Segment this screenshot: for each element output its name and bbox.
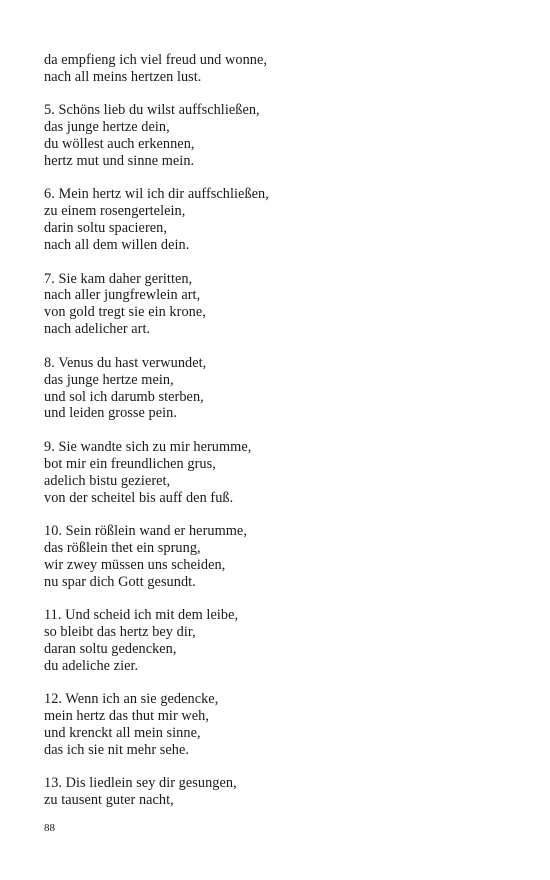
verse-line: 6. Mein hertz wil ich dir auffschließen, xyxy=(44,186,269,203)
verse-line: du wöllest auch erkennen, xyxy=(44,136,195,153)
verse-line: das ich sie nit mehr sehe. xyxy=(44,741,190,758)
verse-line: 10. Sein rößlein wand er herumme, xyxy=(44,522,247,539)
verse-line: 7. Sie kam daher geritten, xyxy=(44,270,193,287)
verse-line: mein hertz das thut mir weh, xyxy=(44,708,209,725)
verse-line: daran soltu gedencken, xyxy=(44,640,177,657)
stanza xyxy=(44,52,514,86)
stanza xyxy=(44,607,514,675)
verse-line: das junge hertze mein, xyxy=(44,371,174,388)
page-number: 88 xyxy=(44,822,55,834)
verse-line: das rößlein thet ein sprung, xyxy=(44,539,201,556)
poem-text xyxy=(44,52,514,826)
verse-line: 9. Sie wandte sich zu mir herumme, xyxy=(44,438,252,455)
verse-line: und leiden grosse pein. xyxy=(44,405,177,422)
verse-line: 11. Und scheid ich mit dem leibe, xyxy=(44,607,239,624)
verse-line: zu einem rosengertelein, xyxy=(44,203,186,220)
verse-line: darin soltu spacieren, xyxy=(44,220,167,237)
stanza xyxy=(44,439,514,507)
stanza xyxy=(44,355,514,423)
verse-line: 5. Schöns lieb du wilst auffschließen, xyxy=(44,102,260,119)
verse-line: nach all dem willen dein. xyxy=(44,237,190,254)
verse-line: nach all meins hertzen lust. xyxy=(44,68,202,85)
verse-line: hertz mut und sinne mein. xyxy=(44,153,195,170)
verse-line: und sol ich darumb sterben, xyxy=(44,388,204,405)
stanza xyxy=(44,186,514,254)
verse-line: und krenckt all mein sinne, xyxy=(44,725,201,741)
verse-line: du adeliche zier. xyxy=(44,657,139,674)
verse-line: von der scheitel bis auff den fuß. xyxy=(44,489,234,506)
verse-line: 13. Dis liedlein sey dir gesungen, xyxy=(44,775,237,792)
verse-line: 12. Wenn ich an sie gedencke, xyxy=(44,691,219,708)
verse-line: bot mir ein freundlichen grus, xyxy=(44,455,216,472)
verse-line: das junge hertze dein, xyxy=(44,119,170,136)
stanza xyxy=(44,102,514,170)
stanza xyxy=(44,271,514,339)
verse-line: nach aller jungfrewlein art, xyxy=(44,287,201,304)
verse-line: adelich bistu gezieret, xyxy=(44,472,171,489)
verse-line: nu spar dich Gott gesundt. xyxy=(44,573,196,590)
stanza xyxy=(44,523,514,591)
verse-line: zu tausent guter nacht, xyxy=(44,792,174,809)
verse-line: 8. Venus du hast verwundet, xyxy=(44,354,207,371)
verse-line: nach adelicher art. xyxy=(44,321,151,338)
verse-line: so bleibt das hertz bey dir, xyxy=(44,623,196,640)
stanza xyxy=(44,775,514,809)
verse-line: von gold tregt sie ein krone, xyxy=(44,304,206,321)
stanza xyxy=(44,691,514,759)
verse-line: da empfieng ich viel freud und wonne, xyxy=(44,52,267,68)
verse-line: wir zwey müssen uns scheiden, xyxy=(44,556,226,573)
